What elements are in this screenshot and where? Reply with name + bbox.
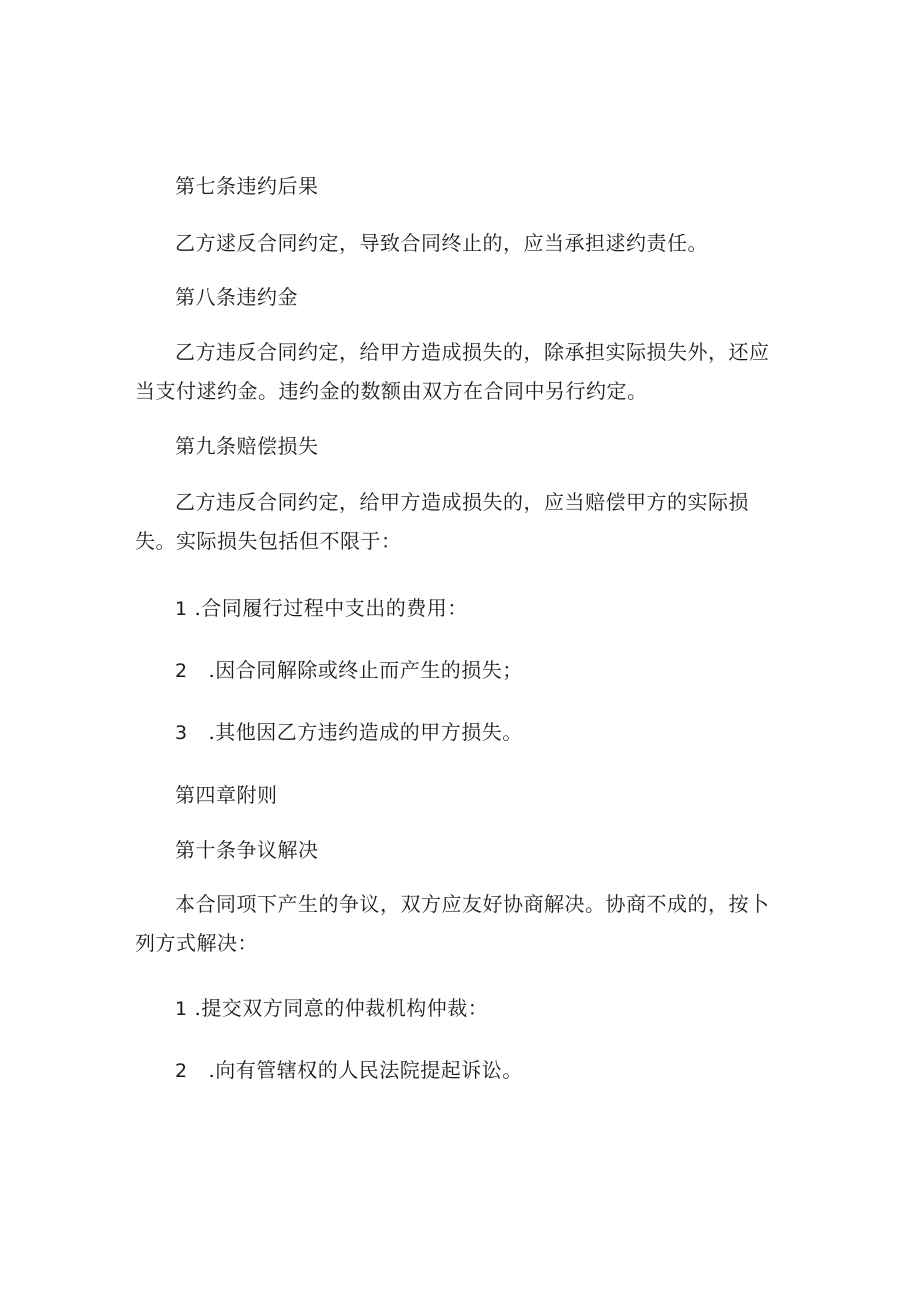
article-9-body-line-2: 失。实际损失包括但不限于： bbox=[135, 529, 402, 553]
article-10-heading: 第十条争议解决 bbox=[175, 838, 319, 862]
article-8-heading: 第八条违约金 bbox=[175, 285, 298, 309]
chapter-4-heading: 第四章附则 bbox=[175, 783, 278, 807]
list-number: 2 bbox=[175, 660, 188, 682]
article-10-body-line-1: 本合同项下产生的争议，双方应友好协商解决。协商不成的，按卜 bbox=[175, 892, 770, 916]
list-number: 1 bbox=[175, 998, 188, 1020]
article-10-item-2 bbox=[175, 1056, 523, 1085]
list-number: 1 bbox=[175, 598, 188, 620]
list-number: 2 bbox=[175, 1060, 188, 1082]
article-7-body: 乙方逑反合同约定，导致合同终止的，应当承担逑约责任。 bbox=[175, 231, 708, 255]
list-number: 3 bbox=[175, 722, 188, 744]
article-10-item-1 bbox=[175, 994, 488, 1023]
article-9-body-line-1: 乙方违反合同约定，给甲方造成损失的，应当赔偿甲方的实际损 bbox=[175, 490, 749, 514]
article-7-heading: 第七条违约后果 bbox=[175, 174, 319, 198]
article-9-item-3 bbox=[175, 718, 523, 747]
list-item-text: .向有管辖权的人民法院提起诉讼。 bbox=[208, 1058, 523, 1082]
article-9-heading: 第九条赔偿损失 bbox=[175, 434, 319, 458]
article-9-item-1 bbox=[175, 594, 468, 623]
article-8-body-line-2: 当支付逑约金。违约金的数额由双方在合同中另行约定。 bbox=[135, 379, 648, 403]
list-item-text: .合同履行过程中支出的费用： bbox=[194, 596, 468, 620]
list-item-text: .因合同解除或终止而产生的损失； bbox=[208, 658, 523, 682]
article-8-body-line-1: 乙方违反合同约定，给甲方造成损失的，除承担实际损失外，还应 bbox=[175, 340, 770, 364]
article-9-item-2 bbox=[175, 656, 523, 685]
list-item-text: .提交双方同意的仲裁机构仲裁： bbox=[194, 996, 489, 1020]
list-item-text: .其他因乙方违约造成的甲方损失。 bbox=[208, 720, 523, 744]
article-10-body-line-2: 列方式解决： bbox=[135, 931, 258, 955]
